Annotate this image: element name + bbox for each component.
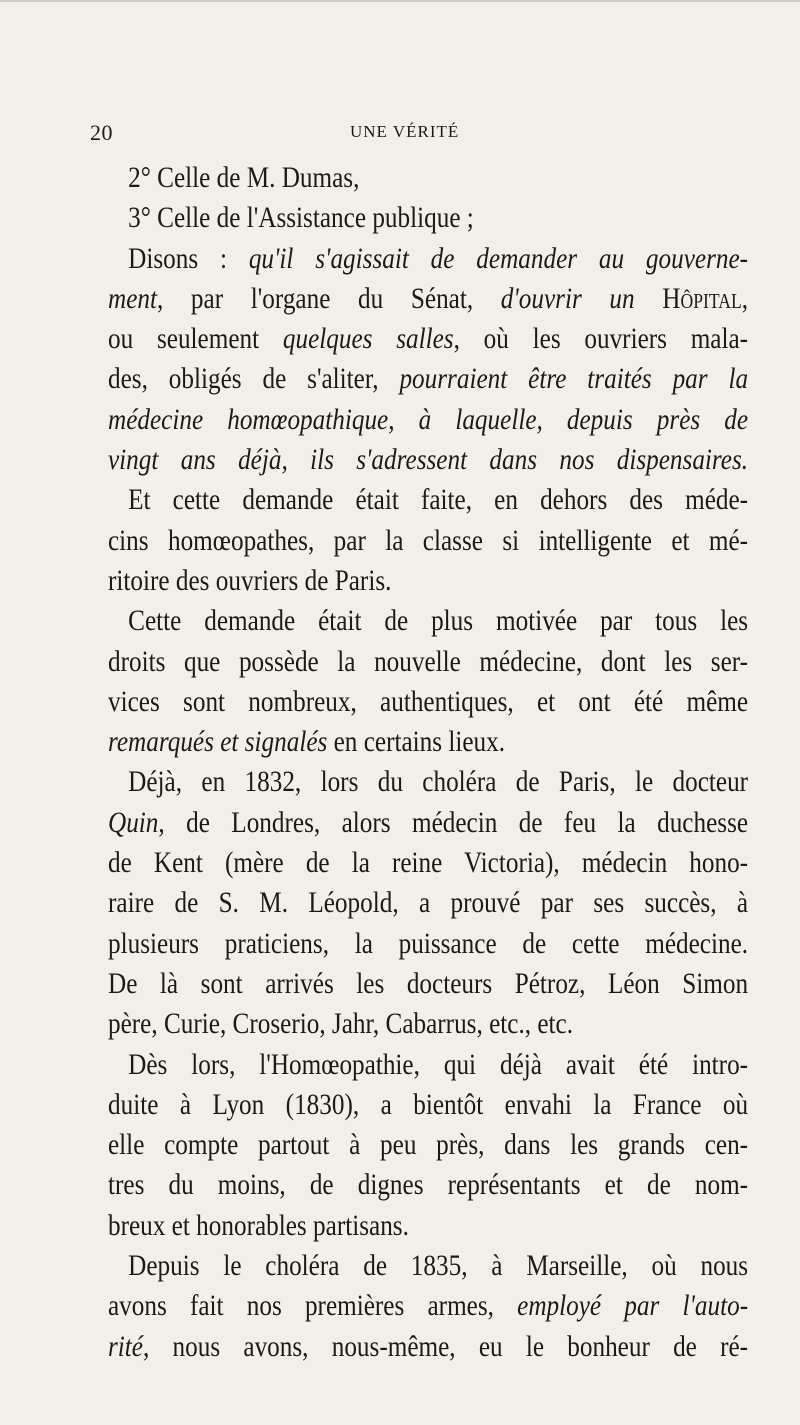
text-line (108, 642, 748, 682)
text-line (108, 1246, 748, 1286)
text-line (108, 440, 748, 480)
text-segment: Disons : (128, 241, 249, 275)
text-line (108, 521, 748, 561)
text-line (108, 400, 748, 440)
text-segment: père, Curie, Croserio, Jahr, Cabarrus, etc., etc. (108, 1007, 574, 1041)
text-line (108, 722, 748, 762)
text-line (108, 279, 748, 319)
text-line (108, 883, 748, 923)
text-line (108, 1085, 748, 1125)
text-segment: vices sont nombreux, authentiques, et ont été même (108, 684, 749, 718)
text-segment: raire de S. M. Léopold, a prouvé par ses succès, à (108, 886, 749, 920)
text-line (108, 561, 748, 601)
text-segment: , où les ouvriers mala- (453, 322, 749, 356)
text-line (108, 1286, 748, 1326)
text-line (108, 762, 748, 802)
text-segment: quelques salles (282, 322, 454, 356)
text-segment: tres du moins, de dignes représentants et de nom- (108, 1168, 749, 1202)
text-segment: des, obligés de s'aliter, (108, 362, 400, 396)
text-segment: rité (108, 1329, 144, 1363)
text-segment: en certains lieux. (327, 725, 506, 759)
text-segment: de Kent (mère de la reine Victoria), médecin hono- (108, 846, 749, 880)
text-line (108, 1206, 748, 1246)
text-segment: , nous avons, nous-même, eu le bonheur de ré- (143, 1329, 749, 1363)
text-segment: Cette demande était de plus motivée par tous les (128, 604, 749, 638)
text-line (108, 319, 748, 359)
text-segment: 2° Celle de M. Dumas, (128, 161, 360, 194)
text-line (108, 1327, 748, 1367)
text-segment: Quin (108, 805, 159, 839)
text-segment: Dès lors, l'Homœopathie, qui déjà avait été intro- (128, 1047, 749, 1081)
text-segment: Et cette demande était faite, en dehors des méde- (128, 483, 749, 517)
text-line (108, 803, 748, 843)
page-number: 20 (90, 120, 113, 145)
text-segment: cins homœopathes, par la classe si intelligente et mé- (108, 523, 749, 557)
text-segment: plusieurs praticiens, la puissance de cette médecine. (108, 926, 749, 960)
text-segment: Déjà, en 1832, lors du choléra de Paris, le docteur (128, 765, 749, 799)
text-segment: avons fait nos premières armes, (108, 1289, 518, 1323)
text-segment: remarqués et signalés (108, 725, 328, 759)
text-segment: d'ouvrir un (500, 281, 635, 315)
page-header (90, 120, 650, 150)
text-segment: ritoire des ouvriers de Paris. (108, 563, 392, 597)
text-line (108, 601, 748, 641)
text-line (108, 158, 748, 198)
text-line (108, 359, 748, 399)
text-line (108, 1045, 748, 1085)
text-line (108, 1004, 748, 1044)
text-segment: ment (108, 281, 157, 315)
text-segment: Depuis le choléra de 1835, à Marseille, où nous (128, 1249, 749, 1283)
text-segment (635, 282, 663, 315)
text-segment: , de Londres, alors médecin de feu la duchesse (158, 805, 749, 839)
text-line (108, 239, 748, 279)
text-segment: De là sont arrivés les docteurs Pétroz, Léon Simon (108, 966, 749, 1000)
text-segment: droits que possède la nouvelle médecine, dont les ser- (108, 644, 749, 678)
text-line (108, 924, 748, 964)
text-segment: médecine homœopathique, à laquelle, depuis près de (108, 402, 749, 436)
text-segment: elle compte partout à peu près, dans les grands cen- (108, 1128, 749, 1162)
text-line (108, 480, 748, 520)
text-segment: Hôpital (662, 281, 742, 315)
text-line (108, 1125, 748, 1165)
text-segment: pourraient être traités par la (399, 362, 749, 396)
top-edge-rule (0, 0, 800, 2)
text-segment: , par l'organe du Sénat, (156, 281, 501, 315)
text-segment: ou seulement (108, 322, 283, 356)
running-head: UNE VÉRITÉ (350, 122, 460, 141)
text-segment: breux et honorables partisans. (108, 1208, 409, 1242)
text-segment: vingt ans déjà, ils s'adressent dans nos dispensaires. (108, 443, 749, 477)
text-segment: duite à Lyon (1830), a bientôt envahi la France où (108, 1087, 749, 1121)
text-segment: , (741, 281, 749, 315)
text-line (108, 682, 748, 722)
body-text (108, 158, 749, 1367)
text-segment: qu'il s'agissait de demander au gouverne- (248, 241, 749, 275)
text-line (108, 1165, 748, 1205)
text-line (108, 843, 748, 883)
text-segment: employé par l'auto- (517, 1289, 749, 1323)
text-line (108, 964, 748, 1004)
text-segment: 3° Celle de l'Assistance publique ; (128, 201, 474, 235)
text-line (108, 198, 748, 238)
